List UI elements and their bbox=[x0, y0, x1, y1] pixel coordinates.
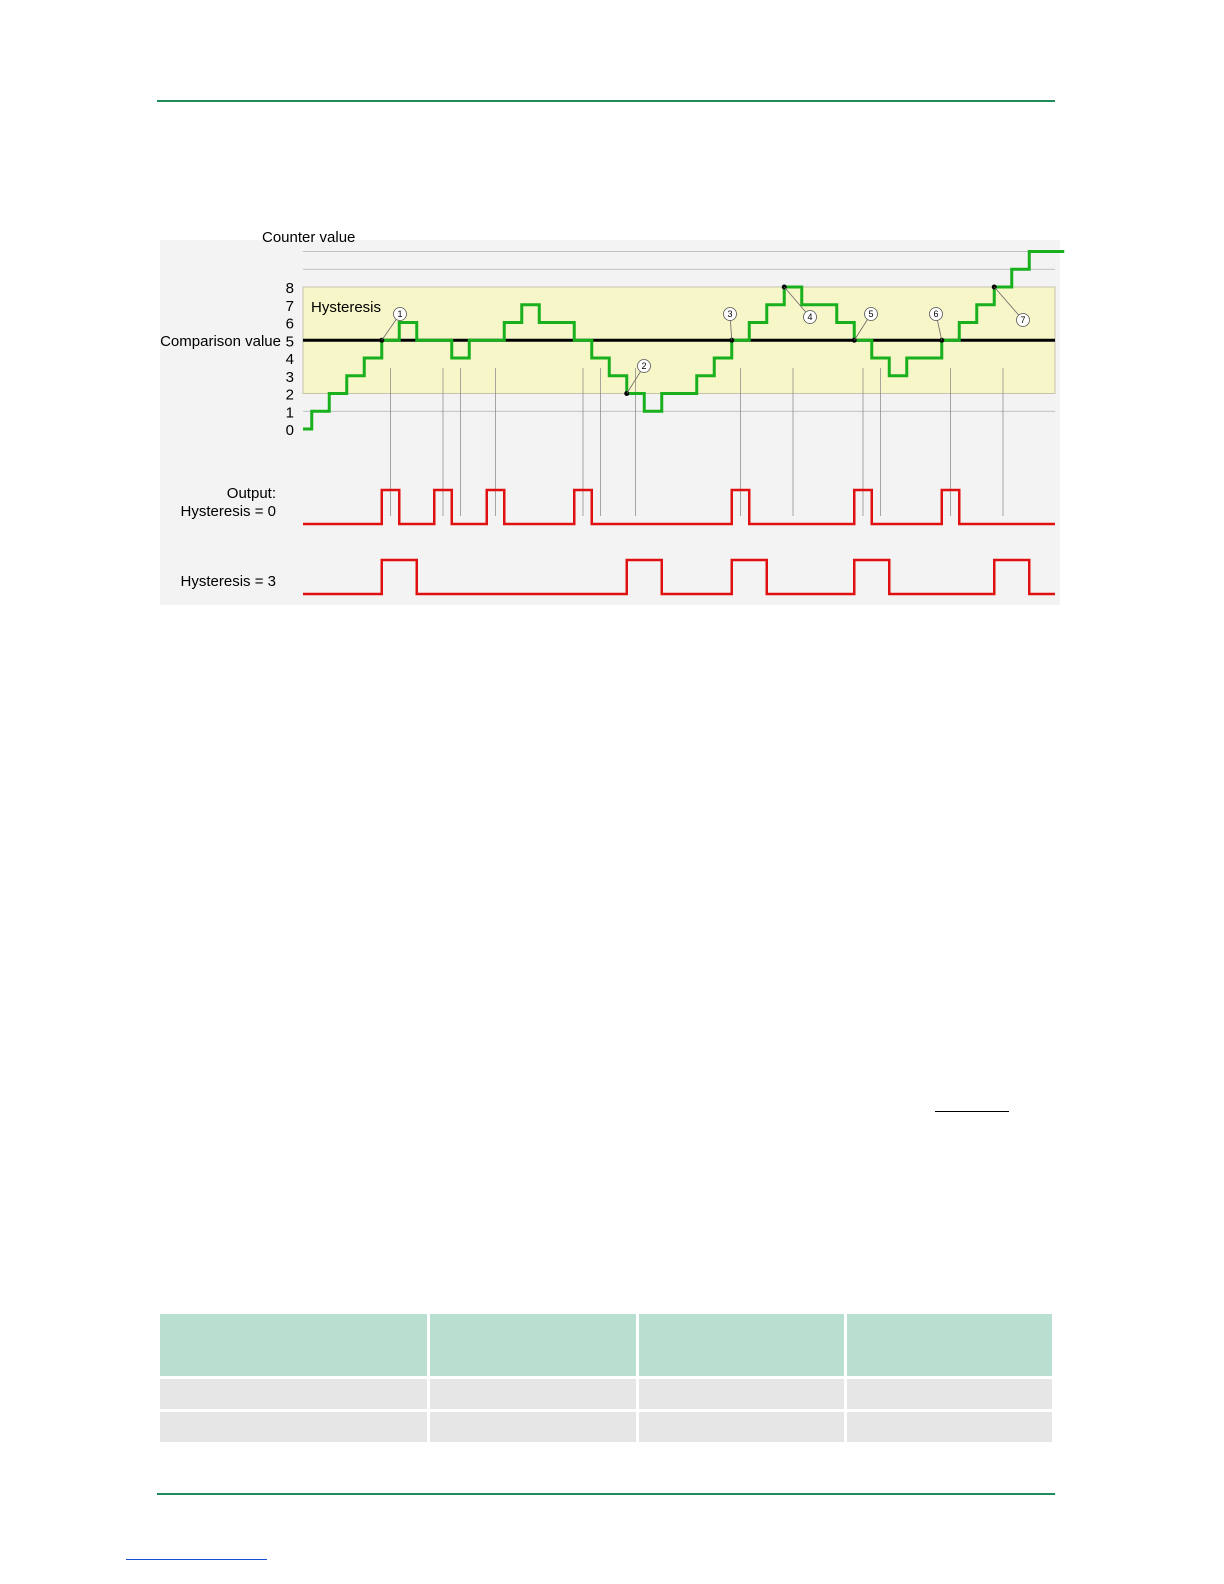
table-row bbox=[160, 1379, 1052, 1409]
bottom-rule bbox=[157, 1493, 1055, 1495]
y-tick-label: 6 bbox=[285, 315, 294, 333]
y-tick-label: 2 bbox=[285, 386, 294, 404]
table-header-cell bbox=[639, 1314, 844, 1376]
y-tick-label: 5 bbox=[285, 333, 294, 351]
marker-number: 5 bbox=[868, 309, 874, 320]
table-cell bbox=[430, 1379, 636, 1409]
comparison-label: Comparison value bbox=[160, 333, 281, 350]
marker-number: 4 bbox=[807, 312, 813, 323]
y-tick-label: 7 bbox=[285, 297, 294, 315]
output-label: Output: bbox=[226, 485, 276, 502]
table-cell bbox=[639, 1379, 844, 1409]
table-cell bbox=[847, 1412, 1052, 1442]
table-cell bbox=[160, 1379, 427, 1409]
y-tick-label: 1 bbox=[285, 404, 294, 422]
table-header-row bbox=[160, 1314, 1052, 1376]
marker-number: 1 bbox=[397, 309, 403, 320]
table-header-cell bbox=[430, 1314, 636, 1376]
table-header-cell bbox=[847, 1314, 1052, 1376]
y-tick-label: 0 bbox=[285, 422, 294, 439]
output-label: Hysteresis = 0 bbox=[180, 503, 276, 520]
chart-title: Counter value bbox=[262, 229, 356, 246]
y-tick-label: 8 bbox=[285, 280, 294, 297]
marker-number: 6 bbox=[933, 309, 939, 320]
footer-link-underline[interactable] bbox=[126, 1559, 267, 1560]
table-cell bbox=[160, 1412, 427, 1442]
table-cell bbox=[430, 1412, 636, 1442]
hysteresis-label: Hysteresis bbox=[311, 299, 382, 316]
table-row bbox=[160, 1412, 1052, 1442]
table-header-cell bbox=[160, 1314, 427, 1376]
marker-number: 2 bbox=[641, 361, 647, 372]
marker-number: 3 bbox=[727, 309, 733, 320]
table-cell bbox=[639, 1412, 844, 1442]
y-tick-label: 4 bbox=[285, 351, 294, 368]
hysteresis-diagram bbox=[0, 0, 1224, 640]
spec-table bbox=[157, 1311, 1055, 1445]
table-cell bbox=[847, 1379, 1052, 1409]
underline-mark bbox=[935, 1111, 1009, 1112]
marker-number: 7 bbox=[1020, 315, 1026, 326]
output-label: Hysteresis = 3 bbox=[180, 573, 276, 590]
y-tick-label: 3 bbox=[285, 368, 294, 386]
